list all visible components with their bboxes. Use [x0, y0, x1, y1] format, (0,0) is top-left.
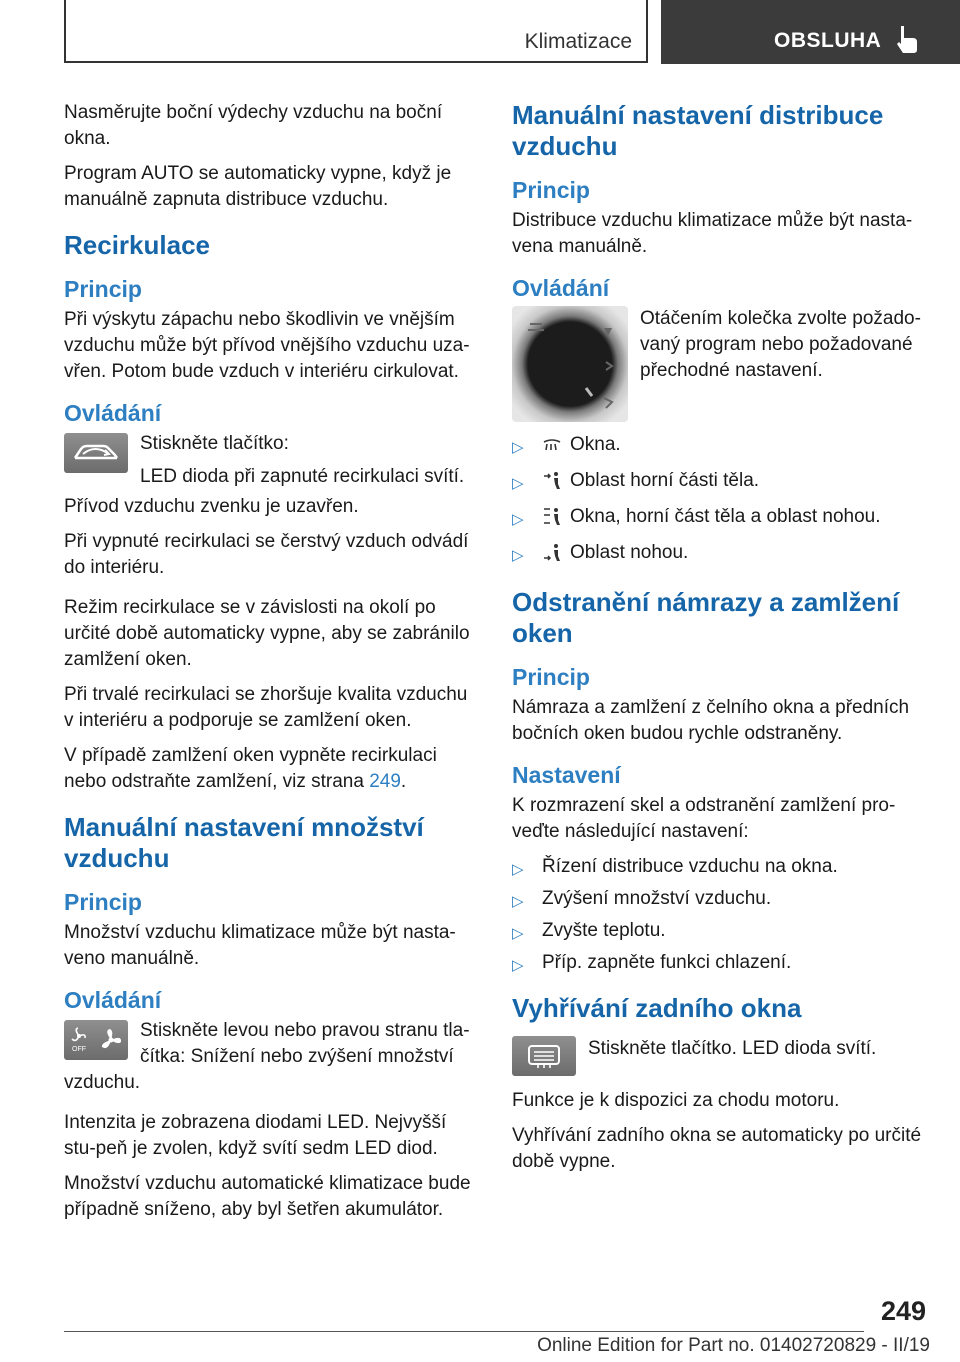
paragraph: Při vypnuté recirkulaci se čerstvý vzduch odvádí do interiéru. — [64, 531, 469, 578]
paragraph: Námraza a zamlžení z čelního okna a předních bočních oken budou rychle odstraněny. — [512, 697, 910, 744]
page-number: 249 — [880, 1296, 926, 1326]
header-section-tab — [661, 0, 960, 64]
paragraph: Stiskněte levou nebo pravou stranu tla-čítka: Snížení nebo zvýšení množství — [140, 1020, 470, 1067]
section-title-recirculation: Recirkulace — [64, 230, 210, 260]
triangle-bullet-icon: ▷ — [512, 475, 524, 492]
footwell-icon — [542, 542, 566, 570]
paragraph: Stiskněte tlačítko. LED dioda svítí. — [588, 1038, 877, 1059]
subheading-control: Ovládání — [64, 400, 162, 426]
paragraph-end: . — [400, 771, 407, 792]
list-item-text: Okna, horní část těla a oblast nohou. — [570, 506, 881, 527]
fan-off-icon — [68, 1027, 90, 1053]
footer-divider — [64, 1331, 864, 1332]
list-item-text: Řízení distribuce vzduchu na okna. — [542, 856, 838, 877]
list-item-text: Okna. — [570, 434, 621, 455]
paragraph-text: V případě zamlžení oken vypněte recirkulaci nebo odstraňte zamlžení, viz strana — [64, 745, 437, 792]
list-item — [512, 540, 924, 570]
knob-marker-icon — [512, 306, 628, 422]
list-item — [512, 886, 924, 912]
subheading-control: Ovládání — [64, 987, 162, 1013]
list-item-text: Oblast nohou. — [570, 542, 689, 563]
paragraph: Vyhřívání zadního okna se automaticky po určité době vypne. — [512, 1125, 922, 1172]
windshield-icon — [542, 436, 566, 462]
subheading-principle: Princip — [512, 177, 590, 203]
right-column — [512, 100, 924, 1184]
list-item — [512, 918, 924, 944]
recirculation-icon — [69, 440, 123, 466]
triangle-bullet-icon: ▷ — [512, 439, 524, 456]
fan-button-image — [64, 1020, 128, 1060]
fan-icon — [98, 1027, 124, 1053]
triangle-bullet-icon: ▷ — [512, 511, 524, 528]
paragraph: Stiskněte tlačítko: — [140, 433, 289, 454]
header-title: Klimatizace — [524, 30, 632, 53]
paragraph: K rozmrazení skel a odstranění zamlžení pro-veďte následující nastavení: — [512, 795, 896, 842]
header-left-box — [64, 0, 648, 63]
subheading-control: Ovládání — [512, 275, 610, 301]
triangle-bullet-icon: ▷ — [512, 957, 524, 974]
page-link[interactable]: 249 — [369, 771, 401, 792]
rear-defrost-icon — [526, 1043, 562, 1069]
paragraph: Režim recirkulace se v závislosti na okolí po určité době automaticky vypne, aby se zabránilo zamlžení oken. — [64, 597, 470, 670]
subheading-settings: Nastavení — [512, 762, 621, 788]
triangle-bullet-icon: ▷ — [512, 861, 524, 878]
section-title-rear-window-heating: Vyhřívání zadního okna — [512, 993, 802, 1023]
paragraph: Otáčením kolečka zvolte požado-vaný program nebo požadované přechodné nastavení. — [640, 308, 921, 381]
paragraph: Intenzita je zobrazena diodami LED. Nejvyšší stu-peň je zvolen, když svítí sedm LED diod. — [64, 1112, 447, 1159]
list-item — [512, 468, 924, 498]
distribution-options-list — [512, 432, 924, 570]
list-item-text: Zvyšte teplotu. — [542, 920, 666, 941]
distribution-knob-image — [512, 306, 628, 422]
upper-body-icon — [542, 470, 566, 498]
list-item — [512, 432, 924, 462]
paragraph: Přívod vzduchu zvenku je uzavřen. — [64, 496, 359, 517]
footer-edition: Online Edition for Part no. 01402720829 - II/19 — [537, 1335, 930, 1356]
triangle-bullet-icon: ▷ — [512, 547, 524, 564]
rear-window-button-image — [512, 1036, 576, 1076]
subheading-principle: Princip — [512, 664, 590, 690]
section-title-defrost: Odstranění námrazy a zamlžení oken — [512, 587, 900, 648]
left-column — [64, 100, 476, 1232]
paragraph: Nasměrujte boční výdechy vzduchu na boční okna. — [64, 102, 443, 149]
defrost-steps-list — [512, 854, 924, 976]
triangle-bullet-icon: ▷ — [512, 893, 524, 910]
subheading-principle: Princip — [64, 889, 142, 915]
paragraph: LED dioda při zapnuté recirkulaci svítí. — [140, 466, 465, 487]
paragraph: Funkce je k dispozici za chodu motoru. — [512, 1090, 840, 1111]
section-title-air-amount: Manuální nastavení množství vzduchu — [64, 812, 424, 873]
list-item-text: Oblast horní části těla. — [570, 470, 760, 491]
list-item — [512, 504, 924, 534]
paragraph: Program AUTO se automaticky vypne, když je manuálně zapnuta distribuce vzduchu. — [64, 163, 452, 210]
paragraph: Při výskytu zápachu nebo škodlivin ve vnějším vzduchu může být přívod vnějšího vzduchu uza-vřen. Potom bude vzduch v interiéru cirkulovat. — [64, 309, 470, 382]
triangle-bullet-icon: ▷ — [512, 925, 524, 942]
list-item — [512, 854, 924, 880]
paragraph: Množství vzduchu klimatizace může být nasta-veno manuálně. — [64, 922, 456, 969]
section-title-air-distribution: Manuální nastavení distribuce vzduchu — [512, 100, 884, 161]
pointing-hand-icon — [893, 24, 919, 54]
paragraph: Při trvalé recirkulaci se zhoršuje kvalita vzduchu v interiéru a podporuje se zamlžení oken. — [64, 684, 468, 731]
list-item-text: Příp. zapněte funkci chlazení. — [542, 952, 792, 973]
paragraph — [64, 743, 476, 795]
svg-text:OFF: OFF — [72, 1046, 86, 1053]
header-section-label: OBSLUHA — [774, 29, 882, 52]
windows-body-feet-icon — [542, 506, 566, 534]
paragraph: vzduchu. — [64, 1072, 141, 1093]
subheading-principle: Princip — [64, 276, 142, 302]
list-item — [512, 950, 924, 976]
paragraph: Množství vzduchu automatické klimatizace bude případně sníženo, aby byl šetřen akumulátor. — [64, 1173, 471, 1220]
paragraph: Distribuce vzduchu klimatizace může být nasta-vena manuálně. — [512, 210, 913, 257]
list-item-text: Zvýšení množství vzduchu. — [542, 888, 772, 909]
recirculation-button-image — [64, 433, 128, 473]
